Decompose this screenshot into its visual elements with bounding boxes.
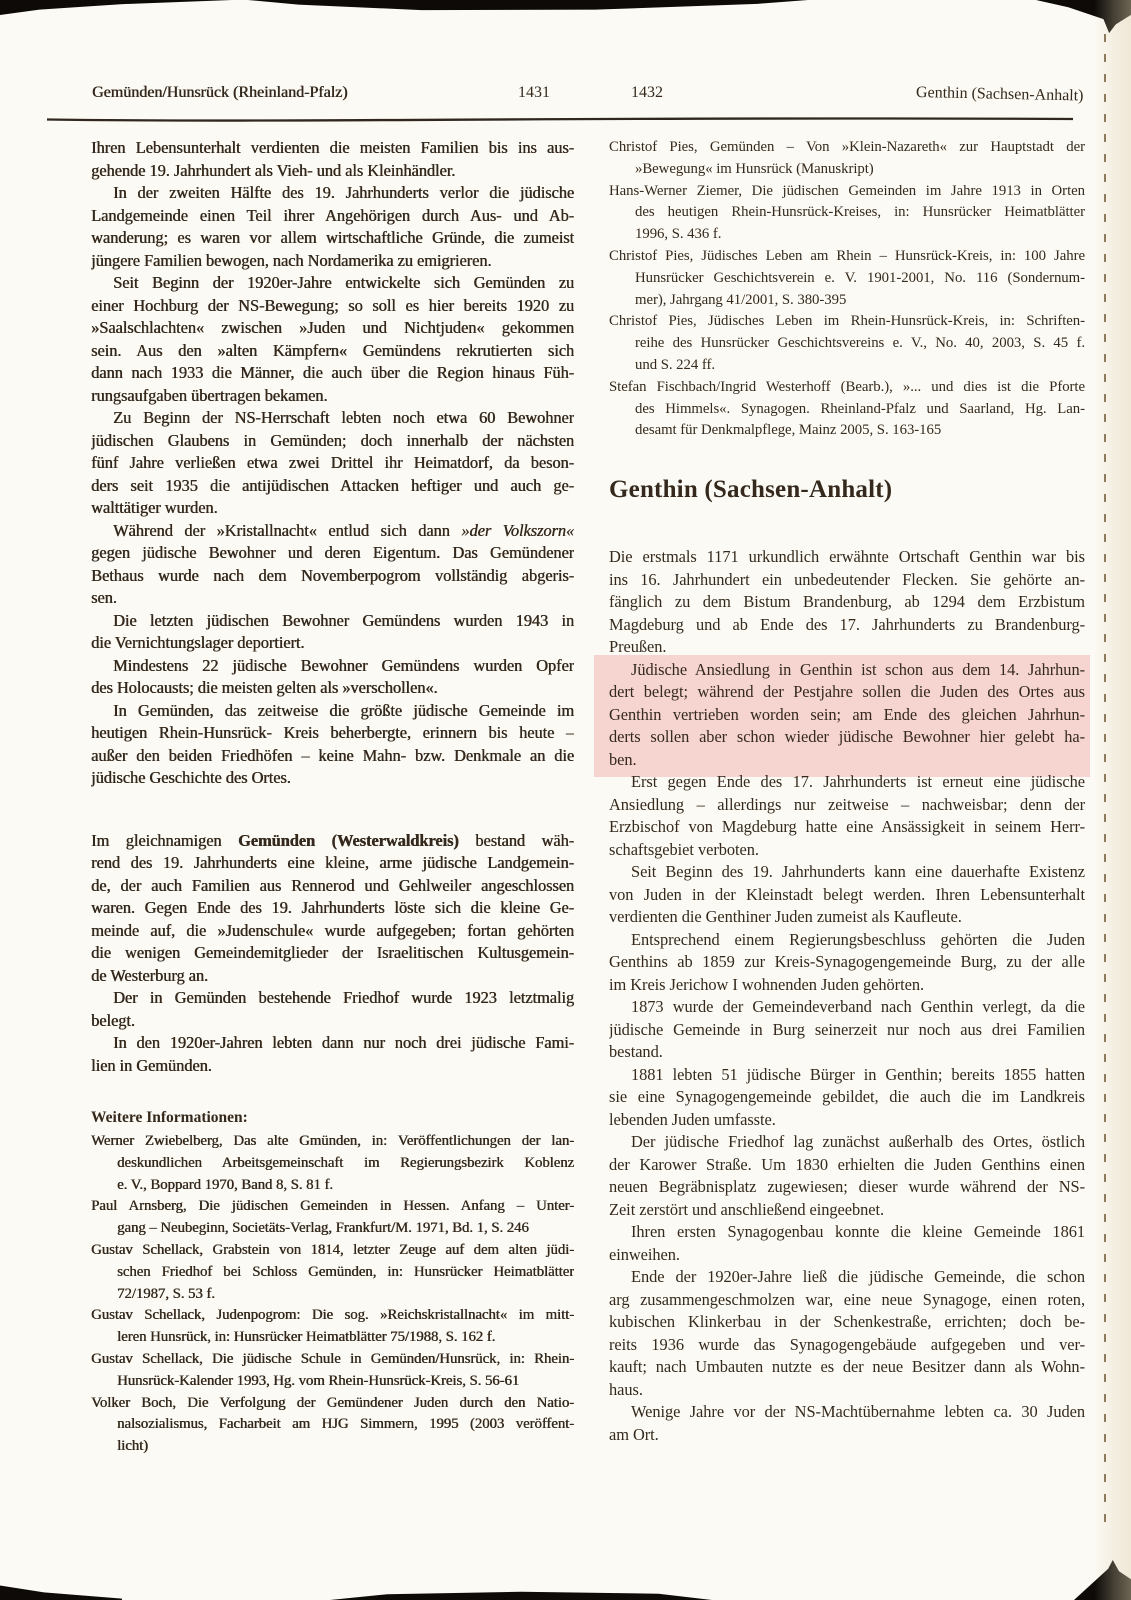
- paragraph: [609, 546, 1085, 659]
- page-edge-shading: [1094, 0, 1131, 1600]
- scan-edge-bottom-left: [0, 1583, 122, 1600]
- text-line: belegt.: [91, 1010, 135, 1030]
- text-line: desamt für Denkmalpflege, Mainz 2005, S. 163-165: [635, 422, 942, 439]
- text-line: Erst gegen Ende des 17. Jahrhunderts ist erneut eine jüdische: [631, 772, 1085, 792]
- text-line: waren. Gegen Ende des 19. Jahrhunderts löste sich die kleine Ge-: [91, 898, 574, 917]
- paragraph: [91, 987, 574, 1032]
- left-column: [91, 137, 574, 1458]
- text-line: de Westerburg an.: [91, 965, 208, 985]
- text-line: Im gleichnamigen Gemünden (Westerwaldkreis) bestand wäh-: [91, 830, 574, 850]
- text-line: von Juden in der Kleinstadt belegt werden. Ihren Lebensunterhalt: [609, 884, 1085, 904]
- text-line: Ihren Lebensunterhalt verdienten die meisten Familien bis ins aus-: [91, 138, 574, 157]
- text-line: Der jüdische Friedhof lag zunächst außerhalb des Ortes, östlich: [631, 1132, 1085, 1152]
- text-line: schen Friedhof bei Schloss Gemünden, in: Hunsrücker Heimatblätter: [117, 1263, 574, 1280]
- text-line: schaftsgebiet verboten.: [609, 839, 759, 859]
- text-line: dert belegt; während der Pestjahre sollen die Juden des Ortes aus: [609, 682, 1085, 702]
- text-line: verdienten die Genthiner Juden zumeist als Kaufleute.: [609, 907, 962, 927]
- text-line: gegen jüdische Bewohner und deren Eigentum. Das Gemündener: [91, 543, 574, 562]
- text-line: Christof Pies, Jüdisches Leben im Rhein-Hunsrück-Kreis, in: Schriften-: [609, 313, 1085, 330]
- text-line: kauft; nach Umbauten nutzte es der neue Besitzer dann als Wohn-: [609, 1357, 1085, 1377]
- text-line: neuen Begräbnisplatz zugewiesen; dieser wurde während der NS-: [609, 1177, 1085, 1197]
- text-line: derts sollen aber schon wieder jüdische Bewohner hier gelebt ha-: [609, 727, 1085, 747]
- text-line: Der in Gemünden bestehende Friedhof wurde 1923 letztmalig: [113, 988, 574, 1007]
- text-line: der Karower Straße. Um 1830 erhielten die Juden Genthins einen: [609, 1154, 1085, 1174]
- text-line: Seit Beginn der 1920er-Jahre entwickelte sich Gemünden zu: [113, 273, 574, 292]
- text-line: Genthins ab 1859 zur Kreis-Synagogengemeinde Burg, zu der alle: [609, 952, 1085, 972]
- text-line: Landgemeinde einen Teil ihrer Angehörigen durch Aus- und Ab-: [91, 205, 574, 225]
- spacer: [91, 1077, 574, 1105]
- text-line: fünf Jahre verließen etwa zwei Drittel ihr Heimatdorf, da beson-: [91, 453, 574, 472]
- text-line: rend des 19. Jahrhunderts eine kleine, arme jüdische Landgemein-: [91, 853, 574, 872]
- text-line: Mindestens 22 jüdische Bewohner Gemündens wurden Opfer: [113, 655, 574, 675]
- text-line: bestand.: [609, 1042, 663, 1062]
- bibliography-entry: [91, 1240, 574, 1305]
- paragraph: [609, 1221, 1085, 1266]
- spacer: [91, 790, 574, 830]
- text-line: Christof Pies, Gemünden – Von »Klein-Nazareth« zur Hauptstadt der: [609, 139, 1085, 155]
- scan-edge-top-left: [0, 0, 232, 15]
- highlighted-paragraph: [594, 655, 1090, 778]
- text-line: Gustav Schellack, Judenpogrom: Die sog. »Reichskristallnacht« im mitt-: [91, 1307, 574, 1324]
- paragraph: [91, 407, 574, 520]
- bibliography-entry: [91, 1305, 574, 1349]
- text-line: jüngere Familien bewogen, nach Nordamerika zu emigrieren.: [91, 250, 492, 270]
- text-line: Entsprechend einem Regierungsbeschluss gehörten die Juden: [631, 929, 1085, 949]
- text-line: ins 16. Jahrhundert ein unbedeutender Flecken. Sie gehörte an-: [609, 569, 1085, 589]
- text-line: Hans-Werner Ziemer, Die jüdischen Gemeinden im Jahre 1913 in Orten: [609, 182, 1085, 199]
- text-line: jüdische Geschichte des Ortes.: [91, 768, 291, 787]
- text-line: Volker Boch, Die Verfolgung der Gemündener Juden durch den Natio-: [91, 1394, 574, 1411]
- spacer: [609, 442, 1085, 472]
- page-number-left: 1431: [518, 84, 550, 101]
- text-line: des heutigen Rhein-Hunsrück-Kreises, in: Hunsrücker Heimatblätter: [635, 204, 1085, 221]
- text-line: rungsaufgaben übertragen bekamen.: [91, 385, 328, 405]
- text-line: In den 1920er-Jahren lebten dann nur noch drei jüdische Fami-: [113, 1033, 574, 1052]
- paragraph: [609, 771, 1085, 861]
- text-line: sen.: [91, 588, 117, 607]
- text-line: 1881 lebten 51 jüdische Bürger in Genthin; bereits 1855 hatten: [631, 1064, 1085, 1084]
- paragraph: [91, 272, 574, 407]
- paragraph: [609, 1266, 1085, 1401]
- scan-edge-bottom-right: [1074, 1560, 1131, 1600]
- text-line: wanderung; es waren vor allem wirtschaftliche Gründe, die zumeist: [91, 228, 574, 247]
- text-line: des Holocausts; die meisten gelten als »verschollen«.: [91, 678, 438, 697]
- text-line: dann nach 1933 die Männer, die auch über die Region hinaus Füh-: [91, 363, 574, 382]
- text-line: reihe des Hunsrücker Geschichtsvereins e. V., No. 40, 2003, S. 45 f.: [635, 335, 1085, 352]
- bibliography-entry: [609, 311, 1085, 376]
- paragraph: [609, 1401, 1085, 1446]
- text-line: am Ort.: [609, 1424, 659, 1444]
- spacer: [609, 508, 1085, 546]
- text-line: sein. Aus den »alten Kämpfern« Gemündens rekrutierten sich: [91, 340, 574, 360]
- text-line: die Vernichtungslager deportiert.: [91, 633, 305, 652]
- text-line: ben.: [609, 749, 637, 769]
- text-line: Ende der 1920er-Jahre ließ die jüdische Gemeinde, die schon: [631, 1267, 1085, 1287]
- text-line: Hunsrück-Kalender 1993, Hg. vom Rhein-Hunsrück-Kreis, S. 56-61: [117, 1372, 520, 1389]
- text-line: Stefan Fischbach/Ingrid Westerhoff (Bearb.), »... und dies ist die Pforte: [609, 378, 1085, 395]
- paragraph: [609, 929, 1085, 997]
- text-line: Genthin vertrieben worden sein; am Ende des gleichen Jahrhun-: [609, 704, 1085, 724]
- page-number-right: 1432: [631, 84, 663, 101]
- text-line: haus.: [609, 1379, 643, 1399]
- text-line: Preußen.: [609, 637, 667, 657]
- text-line: In der zweiten Hälfte des 19. Jahrhunderts verlor die jüdische: [113, 183, 574, 202]
- text-line: sie eine Synagogengemeinde gebildet, die auch die im Landkreis: [609, 1087, 1085, 1107]
- text-line: licht): [117, 1438, 148, 1455]
- text-line: Zu Beginn der NS-Herrschaft lebten noch etwa 60 Bewohner: [113, 408, 574, 427]
- paragraph: [91, 700, 574, 790]
- text-line: einweihen.: [609, 1244, 680, 1264]
- text-line: reits 1936 wurde das Synagogengebäude aufgegeben und ver-: [609, 1334, 1085, 1354]
- text-line: Werner Zwiebelberg, Das alte Gmünden, in: Veröffentlichungen der lan-: [91, 1133, 574, 1149]
- text-line: 1873 wurde der Gemeindeverband nach Genthin verlegt, da die: [631, 997, 1085, 1017]
- text-line: Die erstmals 1171 urkundlich erwähnte Ortschaft Genthin war bis: [609, 547, 1085, 567]
- bibliography-entry: [609, 377, 1085, 442]
- paragraph: [91, 182, 574, 272]
- text-line: 1996, S. 436 f.: [635, 226, 722, 243]
- text-line: e. V., Boppard 1970, Band 8, S. 81 f.: [117, 1176, 333, 1193]
- text-line: gang – Neubeginn, Societäts-Verlag, Frankfurt/M. 1971, Bd. 1, S. 246: [117, 1220, 529, 1237]
- text-line: lien in Gemünden.: [91, 1055, 212, 1075]
- paragraph: [609, 1064, 1085, 1132]
- text-line: des Himmels«. Synagogen. Rheinland-Pfalz und Saarland, Hg. Lan-: [635, 400, 1085, 417]
- text-line: leren Hunsrück, in: Hunsrücker Heimatblätter 75/1988, S. 162 f.: [117, 1329, 496, 1346]
- text-line: Bethaus wurde nach dem Novemberpogrom vollständig abgeris-: [91, 565, 574, 585]
- running-title-right: Genthin (Sachsen-Anhalt): [915, 84, 1084, 105]
- text-line: arg zusammengeschmolzen war, eine neue Synagoge, einen roten,: [609, 1289, 1085, 1309]
- text-line: Magdeburg und ab Ende des 17. Jahrhunderts zu Brandenburg-: [609, 614, 1085, 634]
- right-column: [609, 137, 1085, 1446]
- text-line: Erzbischof von Magdeburg hatte eine Ansässigkeit in seinem Herr-: [609, 817, 1085, 837]
- text-line: Ansiedlung – allerdings nur zeitweise – nachweisbar; denn der: [609, 794, 1085, 814]
- paragraph: [91, 830, 574, 988]
- text-line: Die letzten jüdischen Bewohner Gemündens wurden 1943 in: [113, 610, 574, 630]
- text-line: mer), Jahrgang 41/2001, S. 380-395: [635, 291, 847, 308]
- header-rule: [47, 114, 1073, 124]
- text-line: Gustav Schellack, Die jüdische Schule in Gemünden/Hunsrück, in: Rhein-: [91, 1350, 574, 1367]
- text-line: Während der »Kristallnacht« entlud sich dann »der Volkszorn«: [113, 520, 574, 540]
- text-line: Paul Arnsberg, Die jüdischen Gemeinden in Hessen. Anfang – Unter-: [91, 1198, 574, 1215]
- paragraph: [609, 1131, 1085, 1221]
- text-line: jüdischen Glaubens in Gemünden; doch innerhalb der nächsten: [91, 430, 574, 450]
- text-line: meinde auf, die »Judenschule« wurde aufgegeben; fortan gehörten: [91, 920, 574, 940]
- text-line: »Saalschlachten« zwischen »Juden und Nichtjuden« gekommen: [91, 318, 574, 337]
- text-line: heutigen Rhein-Hunsrück- Kreis beherbergte, erinnern bis heute –: [91, 723, 574, 742]
- text-line: fänglich zu dem Bistum Brandenburg, ab 1294 dem Erzbistum: [609, 592, 1085, 612]
- bibliography-entry: [91, 1196, 574, 1240]
- paragraph: [91, 520, 574, 610]
- bibliography-entry: [609, 137, 1085, 181]
- text-line: gehende 19. Jahrhundert als Vieh- und als Kleinhändler.: [91, 160, 456, 180]
- text-line: Hunsrücker Geschichtsverein e. V. 1901-2001, No. 116 (Sondernum-: [635, 269, 1085, 286]
- text-line: In Gemünden, das zeitweise die größte jüdische Gemeinde im: [113, 700, 574, 720]
- bibliography-entry: [91, 1393, 574, 1458]
- paragraph: [91, 1032, 574, 1077]
- text-line: jüdische Gemeinde in Burg seinerzeit nur noch aus drei Familien: [609, 1019, 1085, 1039]
- text-line: nalsozialismus, Facharbeit am HJG Simmern, 1995 (2003 veröffent-: [117, 1416, 574, 1433]
- text-line: Seit Beginn des 19. Jahrhunderts kann eine dauerhafte Existenz: [631, 862, 1085, 882]
- text-line: Ihren ersten Synagogenbau konnte die kleine Gemeinde 1861: [631, 1222, 1085, 1242]
- text-line: Christof Pies, Jüdisches Leben am Rhein – Hunsrück-Kreis, in: 100 Jahre: [609, 247, 1085, 264]
- text-line: de, der auch Familien aus Rennerod und Gehlweiler angeschlossen: [91, 875, 574, 895]
- paragraph: [609, 996, 1085, 1064]
- bibliography-entry: [91, 1131, 574, 1196]
- paragraph: [91, 137, 574, 182]
- page-gutter-dashed-line: [1104, 34, 1106, 1526]
- text-line: einer Hochburg der NS-Bewegung; so soll es hier bereits 1920 zu: [91, 295, 574, 315]
- section-heading: Genthin (Sachsen-Anhalt): [609, 476, 893, 504]
- text-line: die wenigen Gemeindemitglieder der Israelitischen Kultusgemein-: [91, 943, 574, 962]
- text-line: und S. 224 ff.: [635, 356, 716, 373]
- bibliography-entry: [91, 1349, 574, 1393]
- text-line: »Bewegung« im Hunsrück (Manuskript): [635, 160, 874, 177]
- text-line: deskundlichen Arbeitsgemeinschaft im Regierungsbezirk Koblenz: [117, 1154, 574, 1171]
- scan-edge-top-right: [1036, 0, 1131, 33]
- running-title-left: Gemünden/Hunsrück (Rheinland-Pfalz): [92, 84, 348, 101]
- scan-edge-bottom-center: [330, 1591, 712, 1600]
- paragraph: [609, 861, 1085, 929]
- paragraph: [91, 610, 574, 655]
- bibliography-entry: [609, 181, 1085, 246]
- subsection-heading: Weitere Informationen:: [91, 1109, 248, 1126]
- text-line: im Kreis Jerichow I wohnenden Juden gehörten.: [609, 974, 925, 994]
- scan-edge-top-center: [248, 0, 808, 11]
- paragraph: [91, 655, 574, 700]
- text-line: Wenige Jahre vor der NS-Machtübernahme lebten ca. 30 Juden: [631, 1402, 1085, 1422]
- text-line: lebenden Juden umfasste.: [609, 1109, 776, 1129]
- text-line: 72/1987, S. 53 f.: [117, 1285, 215, 1302]
- text-line: Jüdische Ansiedlung in Genthin ist schon aus dem 14. Jahrhun-: [631, 659, 1085, 679]
- text-line: kubischen Klinkerbau in der Schenkestraße, errichten; doch be-: [609, 1312, 1085, 1332]
- text-line: Zeit zerstört und anschließend eingeebnet.: [609, 1199, 885, 1219]
- text-line: walttätiger wurden.: [91, 498, 218, 517]
- bibliography-entry: [609, 246, 1085, 311]
- text-line: außer den beiden Friedhöfen – keine Mahn- bzw. Denkmale an die: [91, 745, 574, 765]
- text-line: ders seit 1935 die antijüdischen Attacken heftiger und auch ge-: [91, 475, 574, 495]
- text-line: Gustav Schellack, Grabstein von 1814, letzter Zeuge auf dem alten jüdi-: [91, 1241, 574, 1258]
